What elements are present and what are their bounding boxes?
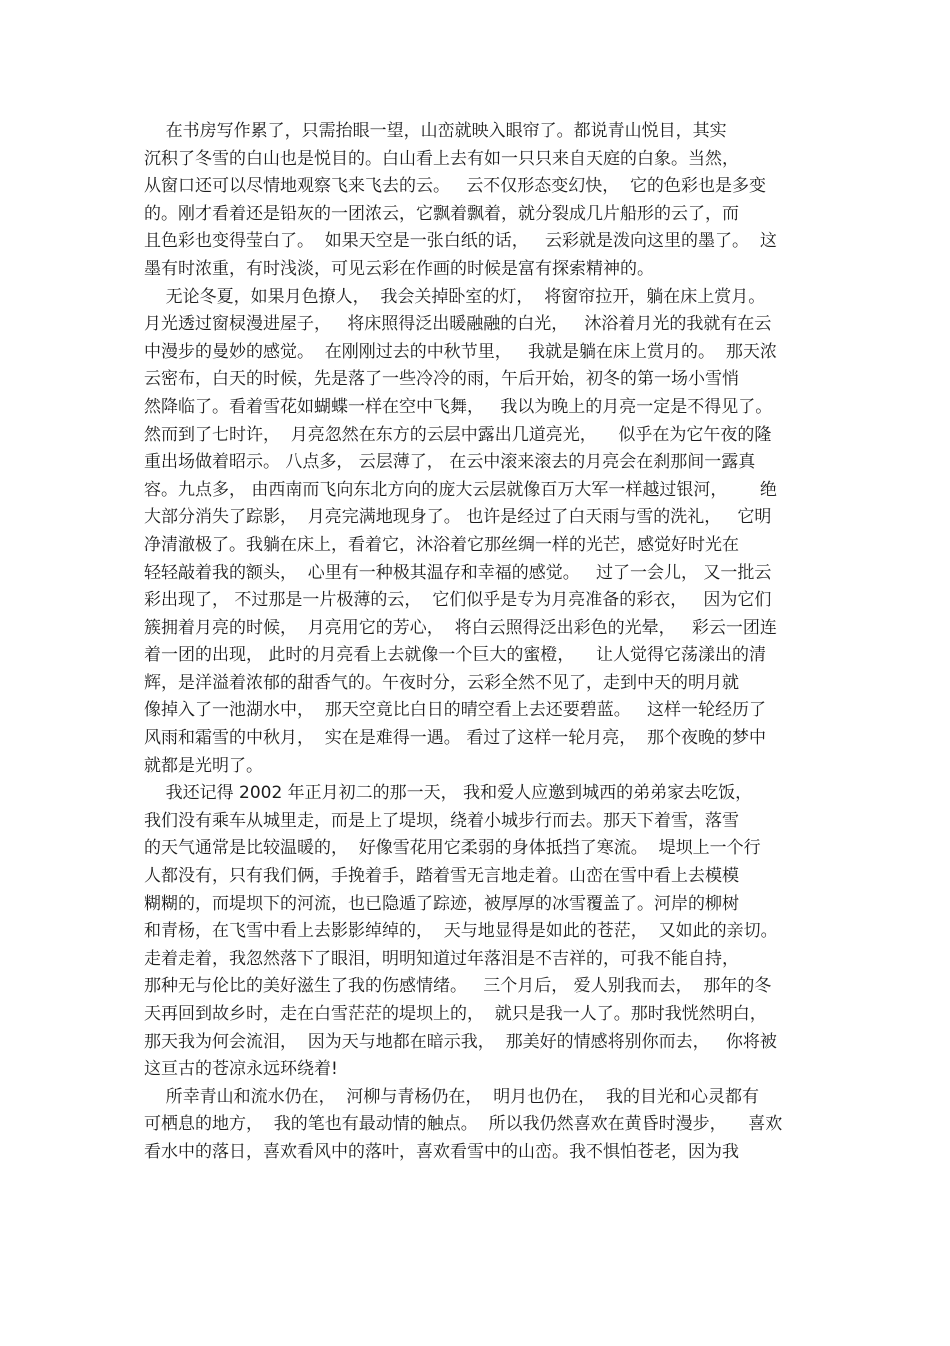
text-line: 墨有时浓重，有时浅淡，可见云彩在作画的时候是富有探索精神的。 bbox=[144, 258, 654, 279]
text-line: 那种无与伦比的美好滋生了我的伤感情绪。 三个月后， 爱人别我而去， 那年的冬 bbox=[144, 976, 772, 997]
text-line: 那天我为何会流泪， 因为天与地都在暗示我， 那美好的情感将别你而去， 你将被 bbox=[144, 1031, 777, 1052]
text-line: 的。刚才看着还是铅灰的一团浓云，它飘着飘着，就分裂成几片船形的云了，而 bbox=[144, 203, 739, 224]
article-body bbox=[144, 118, 814, 1167]
text-line: 走着走着，我忽然落下了眼泪，明明知道过年落泪是不吉祥的，可我不能自持， bbox=[144, 948, 739, 969]
paragraph-2 bbox=[144, 284, 814, 781]
text-line: 净清澈极了。我躺在床上，看着它，沐浴着它那丝绸一样的光芒，感觉好时光在 bbox=[144, 534, 739, 555]
text-line: 簇拥着月亮的时候， 月亮用它的芳心， 将白云照得泛出彩色的光晕， 彩云一团连 bbox=[144, 617, 777, 638]
text-line: 彩出现了， 不过那是一片极薄的云， 它们似乎是专为月亮准备的彩衣， 因为它们 bbox=[144, 590, 772, 611]
text-line: 中漫步的曼妙的感觉。 在刚刚过去的中秋节里， 我就是躺在床上赏月的。 那天浓 bbox=[144, 341, 777, 362]
paragraph-4 bbox=[144, 1084, 814, 1167]
text-line: 在书房写作累了，只需抬眼一望，山峦就映入眼帘了。都说青山悦目，其实 bbox=[144, 121, 727, 141]
text-line: 月光透过窗棂漫进屋子， 将床照得泛出暖融融的白光， 沐浴着月光的我就有在云 bbox=[144, 314, 772, 335]
paragraph-3 bbox=[144, 780, 814, 1084]
text-line: 就都是光明了。 bbox=[144, 755, 263, 776]
text-line: 着一团的出现， 此时的月亮看上去就像一个巨大的蜜橙， 让人觉得它荡漾出的清 bbox=[144, 645, 767, 666]
text-line: 然降临了。看着雪花如蝴蝶一样在空中飞舞， 我以为晚上的月亮一定是不得见了。 bbox=[144, 396, 773, 417]
text-line: 然而到了七时许， 月亮忽然在东方的云层中露出几道亮光， 似乎在为它午夜的隆 bbox=[144, 424, 772, 445]
text-line: 看水中的落日，喜欢看风中的落叶，喜欢看雪中的山峦。我不惧怕苍老，因为我 bbox=[144, 1141, 739, 1162]
text-line: 从窗口还可以尽情地观察飞来飞去的云。 云不仅形态变幻快， 它的色彩也是多变 bbox=[144, 176, 767, 197]
text-line: 和青杨，在飞雪中看上去影影绰绰的， 天与地显得是如此的苍茫， 又如此的亲切。 bbox=[144, 921, 778, 942]
text-line: 人都没有，只有我们俩，手挽着手，踏着雪无言地走着。山峦在雪中看上去模模 bbox=[144, 866, 739, 887]
text-line: 像掉入了一池湖水中， 那天空竟比白日的晴空看上去还要碧蓝。 这样一轮经历了 bbox=[144, 700, 767, 721]
text-line: 轻轻敲着我的额头， 心里有一种极其温存和幸福的感觉。 过了一会儿， 又一批云 bbox=[144, 562, 772, 583]
text-line: 辉，是洋溢着浓郁的甜香气的。午夜时分，云彩全然不见了，走到中天的明月就 bbox=[144, 672, 739, 693]
text-line: 这亘古的苍凉永远环绕着! bbox=[144, 1059, 338, 1080]
text-line: 容。九点多， 由西南而飞向东北方向的庞大云层就像百万大军一样越过银河， 绝 bbox=[144, 479, 777, 500]
text-line: 所幸青山和流水仍在， 河柳与青杨仍在， 明月也仍在， 我的目光和心灵都有 bbox=[144, 1086, 760, 1107]
text-line: 且色彩也变得莹白了。 如果天空是一张白纸的话， 云彩就是泼向这里的墨了。 这 bbox=[144, 231, 777, 252]
text-line: 我们没有乘车从城里走，而是上了堤坝，绕着小城步行而去。那天下着雪，落雪 bbox=[144, 810, 739, 831]
text-line: 沉积了冬雪的白山也是悦目的。白山看上去有如一只只来自天庭的白象。当然， bbox=[144, 148, 739, 169]
text-line: 无论冬夏，如果月色撩人， 我会关掉卧室的灯， 将窗帘拉开，躺在床上赏月。 bbox=[144, 286, 766, 307]
text-line: 天再回到故乡时，走在白雪茫茫的堤坝上的， 就只是我一人了。那时我恍然明白， bbox=[144, 1004, 767, 1024]
text-line: 大部分消失了踪影， 月亮完满地现身了。 也许是经过了白天雨与雪的洗礼， 它明 bbox=[144, 507, 772, 528]
text-line: 风雨和霜雪的中秋月， 实在是难得一遇。 看过了这样一轮月亮， 那个夜晚的梦中 bbox=[144, 728, 767, 749]
text-line: 可栖息的地方， 我的笔也有最动情的触点。 所以我仍然喜欢在黄昏时漫步， 喜欢 bbox=[144, 1114, 783, 1135]
text-line: 的天气通常是比较温暖的， 好像雪花用它柔弱的身体抵挡了寒流。 堤坝上一个行 bbox=[144, 838, 761, 859]
text-line: 我还记得 2002 年正月初二的那一天， 我和爱人应邀到城西的弟弟家去吃饭， bbox=[144, 783, 753, 804]
text-line: 重出场做着昭示。 八点多， 云层薄了， 在云中滚来滚去的月亮会在刹那间一露真 bbox=[144, 452, 756, 473]
paragraph-1 bbox=[144, 118, 814, 284]
text-line: 云密布，白天的时候，先是落了一些冷冷的雨，午后开始，初冬的第一场小雪悄 bbox=[144, 369, 739, 390]
text-line: 糊糊的，而堤坝下的河流，也已隐遁了踪迹，被厚厚的冰雪覆盖了。河岸的柳树 bbox=[144, 893, 739, 914]
